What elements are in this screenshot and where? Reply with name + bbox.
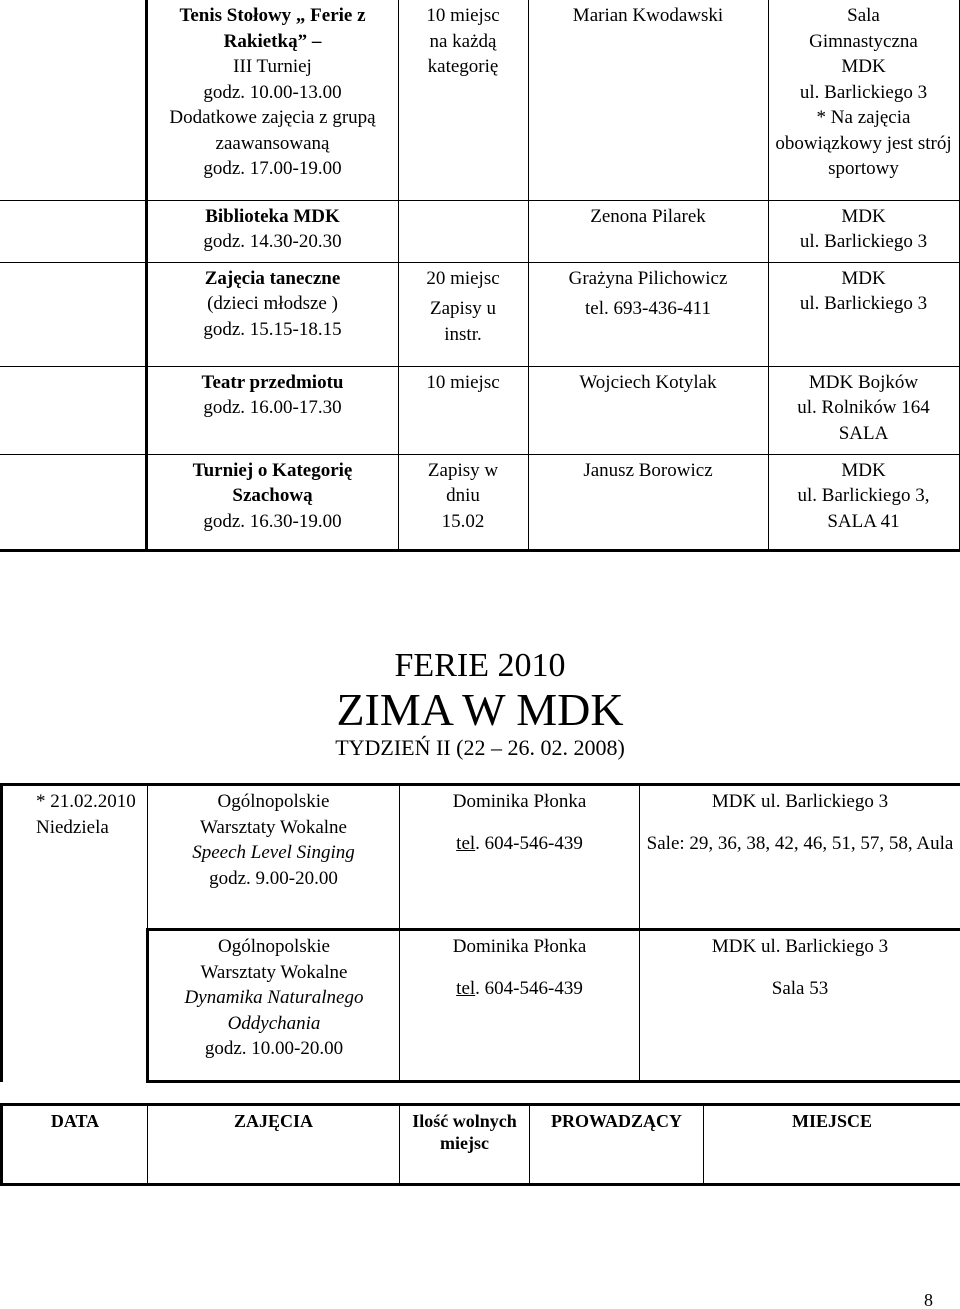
location-cell	[768, 0, 960, 200]
column-header-table	[0, 1103, 960, 1186]
places-cell	[398, 200, 528, 262]
leader-phone: tel. 693-436-411	[585, 298, 711, 319]
activity-subtitle: Dynamika Naturalnego Oddychania	[184, 987, 364, 1034]
activity-title: Teatr przedmiotu	[201, 371, 344, 393]
blank-date-cell	[2, 930, 148, 1082]
leader-phone	[406, 831, 633, 857]
leader-phone	[406, 976, 633, 1002]
location-line: ul. Barlickiego 3	[799, 81, 928, 103]
location-line: ul. Barlickiego 3	[799, 231, 928, 252]
table-row	[0, 200, 960, 262]
location-line: MDK	[841, 56, 886, 77]
event-date: * 21.02.2010	[36, 791, 136, 812]
location-cell	[768, 200, 960, 262]
location-rooms: Sala 53	[771, 977, 829, 999]
places-line: 10 miejsc	[426, 5, 500, 26]
table-row	[0, 366, 960, 454]
location-line: MDK Bojków	[808, 371, 919, 393]
column-header-leader: PROWADZĄCY	[530, 1105, 704, 1185]
activity-title: Biblioteka MDK	[205, 205, 340, 227]
activity-title: Warsztaty Wokalne	[200, 816, 347, 838]
blank-date-cell	[0, 454, 146, 550]
blank-date-cell	[0, 0, 146, 200]
places-line: 20 miejsc	[426, 267, 500, 289]
column-header-activity: ZAJĘCIA	[148, 1105, 400, 1185]
places-line: 10 miejsc	[426, 371, 500, 393]
table-row	[0, 454, 960, 550]
activity-cell	[148, 785, 400, 930]
places-cell	[398, 454, 528, 550]
activity-time: godz. 17.00-19.00	[203, 158, 342, 179]
table-row	[2, 930, 960, 1082]
activity-title: Turniej o Kategorię Szachową	[192, 459, 353, 506]
places-line: kategorię	[427, 56, 499, 77]
header-main-title: ZIMA W MDK	[336, 684, 624, 735]
leader-name: Wojciech Kotylak	[579, 371, 717, 393]
location-cell	[768, 262, 960, 366]
location-line: ul. Barlickiego 3	[799, 293, 928, 314]
tel-number: . 604-546-439	[475, 977, 583, 999]
page-number: 8	[924, 1290, 933, 1309]
leader-name: Janusz Borowicz	[583, 459, 713, 481]
location-note: * Na zajęcia obowiązkowy jest strój sportowy	[775, 107, 952, 179]
activity-cell	[146, 200, 398, 262]
location-line: MDK	[841, 205, 886, 227]
places-cell	[398, 262, 528, 366]
tel-prefix: tel	[456, 832, 476, 854]
event-day: Niedziela	[36, 816, 109, 838]
location-cell	[768, 454, 960, 550]
leader-cell	[528, 366, 768, 454]
leader-name: Dominika Płonka	[452, 791, 587, 812]
location-line: MDK ul. Barlickiego 3	[711, 936, 889, 957]
activity-title: Zajęcia taneczne	[204, 267, 341, 289]
column-header-row	[2, 1105, 960, 1185]
location-line: MDK	[841, 459, 886, 481]
places-line: na każdą	[429, 30, 497, 52]
location-line: ul. Rolników 164	[797, 397, 930, 418]
blank-date-cell	[0, 200, 146, 262]
activity-time: godz. 16.00-17.30	[203, 397, 342, 418]
header-week: TYDZIEŃ II (22 – 26. 02. 2008)	[335, 735, 625, 760]
table-row	[2, 785, 960, 930]
activity-time: godz. 9.00-20.00	[209, 867, 338, 889]
location-cell	[640, 930, 960, 1082]
page-header	[0, 646, 960, 762]
blank-date-cell	[0, 366, 146, 454]
column-header-places: Ilość wolnych miejsc	[400, 1105, 530, 1185]
activity-subtitle: Speech Level Singing	[192, 842, 355, 863]
activity-cell	[146, 366, 398, 454]
schedule-table-events	[0, 783, 960, 1083]
activity-line: Dodatkowe zajęcia z grupą zaawansowaną	[169, 107, 376, 154]
location-line: Sala	[847, 5, 880, 26]
activity-time: godz. 10.00-13.00	[203, 81, 342, 103]
places-line: Zapisy u	[430, 298, 496, 319]
date-cell	[2, 785, 148, 930]
leader-cell	[528, 0, 768, 200]
activity-cell	[146, 454, 398, 550]
activity-line: (dzieci młodsze )	[207, 293, 338, 314]
activity-time: godz. 14.30-20.30	[203, 231, 342, 252]
leader-name: Zenona Pilarek	[590, 205, 706, 227]
blank-date-cell	[0, 262, 146, 366]
table-row	[0, 262, 960, 366]
activity-cell	[146, 262, 398, 366]
location-line: MDK	[841, 267, 886, 289]
places-line: Zapisy w	[427, 459, 499, 481]
activity-cell	[148, 930, 400, 1082]
table-row	[0, 0, 960, 200]
column-header-location: MIEJSCE	[704, 1105, 960, 1185]
location-line: MDK ul. Barlickiego 3	[711, 791, 889, 812]
leader-cell	[528, 454, 768, 550]
places-line: 15.02	[441, 510, 485, 532]
leader-cell	[400, 930, 640, 1082]
location-line: SALA 41	[827, 510, 900, 532]
activity-title: Warsztaty Wokalne	[200, 961, 348, 983]
activity-cell	[146, 0, 398, 200]
tel-prefix: tel	[456, 977, 476, 999]
location-line: SALA	[838, 422, 889, 444]
tel-number: . 604-546-439	[475, 832, 583, 854]
places-cell	[398, 366, 528, 454]
leader-name: Dominika Płonka	[452, 936, 587, 957]
activity-title: Ogólnopolskie	[217, 791, 330, 812]
activity-time: godz. 10.00-20.00	[204, 1038, 344, 1059]
location-line: Gimnastyczna	[809, 30, 918, 52]
activity-time: godz. 15.15-18.15	[203, 318, 342, 340]
leader-cell	[528, 200, 768, 262]
column-header-date: DATA	[2, 1105, 148, 1185]
location-line: ul. Barlickiego 3,	[797, 485, 930, 506]
leader-cell	[400, 785, 640, 930]
activity-title: Ogólnopolskie	[218, 936, 330, 957]
location-rooms: Sale: 29, 36, 38, 42, 46, 51, 57, 58, Aula	[646, 832, 954, 854]
schedule-table-top	[0, 0, 960, 552]
leader-name: Marian Kwodawski	[572, 5, 724, 26]
places-line: instr.	[444, 323, 482, 345]
location-cell	[640, 785, 960, 930]
header-title: FERIE 2010	[394, 647, 566, 684]
leader-name: Grażyna Pilichowicz	[568, 267, 728, 289]
activity-time: godz. 16.30-19.00	[203, 510, 342, 532]
activity-title: Tenis Stołowy „ Ferie z Rakietką” –	[179, 5, 366, 52]
activity-line: III Turniej	[233, 56, 312, 77]
places-line: dniu	[446, 485, 480, 506]
location-cell	[768, 366, 960, 454]
places-cell	[398, 0, 528, 200]
leader-cell	[528, 262, 768, 366]
